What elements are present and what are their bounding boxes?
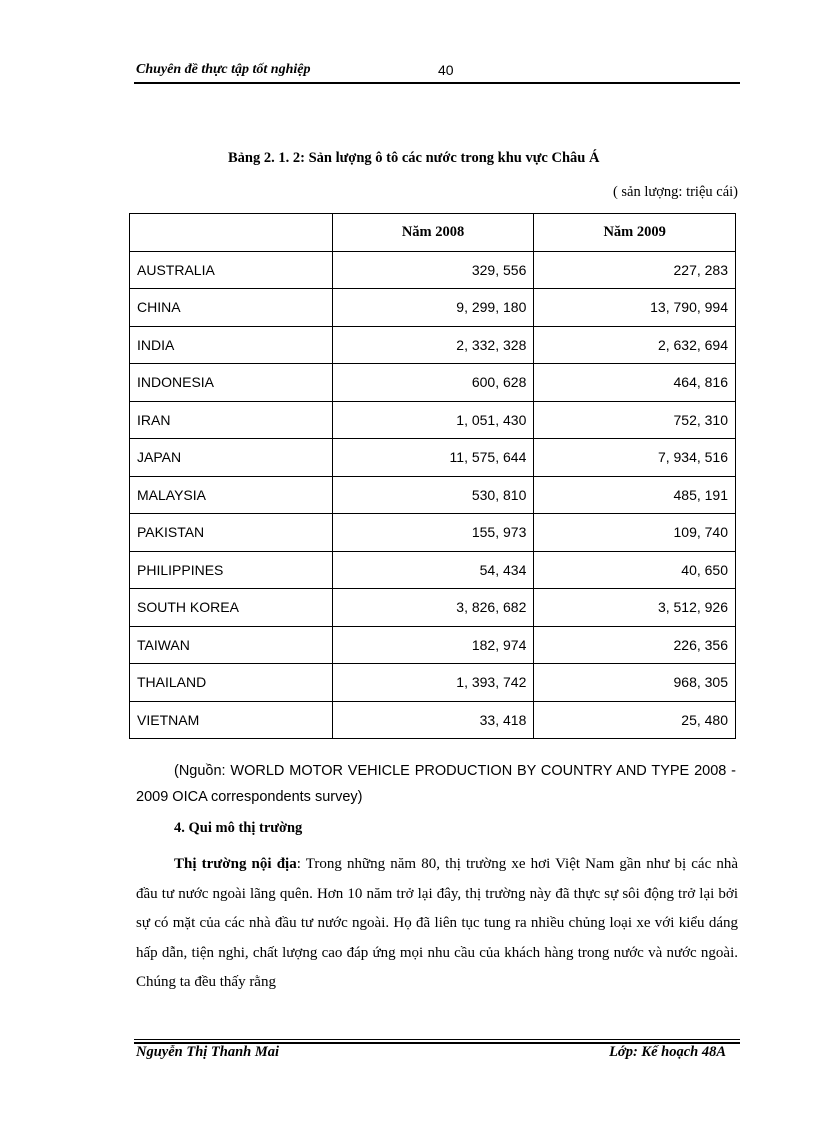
value-2008-cell: 329, 556	[332, 251, 534, 289]
section-heading: 4. Qui mô thị trường	[174, 820, 303, 836]
value-2008-cell: 54, 434	[332, 551, 534, 589]
value-2008-cell: 530, 810	[332, 476, 534, 514]
value-2009-cell: 227, 283	[534, 251, 736, 289]
footer-class: Lớp: Kế hoạch 48A	[609, 1044, 726, 1060]
table-row	[130, 701, 736, 739]
source-note	[136, 758, 736, 810]
value-2008-cell: 3, 826, 682	[332, 589, 534, 627]
value-2008-cell: 1, 051, 430	[332, 401, 534, 439]
table-row	[130, 251, 736, 289]
table-row	[130, 326, 736, 364]
country-cell: AUSTRALIA	[130, 251, 333, 289]
country-cell: VIETNAM	[130, 701, 333, 739]
value-2009-cell: 7, 934, 516	[534, 439, 736, 477]
table-row	[130, 476, 736, 514]
table-header-row	[130, 214, 736, 252]
table-row	[130, 514, 736, 552]
body-paragraph	[136, 850, 738, 998]
country-cell: CHINA	[130, 289, 333, 327]
value-2009-cell: 2, 632, 694	[534, 326, 736, 364]
value-2009-cell: 13, 790, 994	[534, 289, 736, 327]
value-2008-cell: 11, 575, 644	[332, 439, 534, 477]
page-number: 40	[438, 62, 454, 78]
footer-rule	[134, 1039, 740, 1040]
table-title: Bảng 2. 1. 2: Sản lượng ô tô các nước trong khu vực Châu Á	[228, 150, 600, 166]
header-title: Chuyên đề thực tập tốt nghiệp	[136, 62, 311, 77]
country-cell: MALAYSIA	[130, 476, 333, 514]
column-header	[130, 214, 333, 252]
source-text: (Nguồn: WORLD MOTOR VEHICLE PRODUCTION BY COUNTRY AND TYPE 2008 - 2009 OICA correspondents survey)	[136, 763, 736, 805]
value-2008-cell: 33, 418	[332, 701, 534, 739]
value-2009-cell: 226, 356	[534, 626, 736, 664]
country-cell: INDONESIA	[130, 364, 333, 402]
value-2009-cell: 25, 480	[534, 701, 736, 739]
column-header: Năm 2008	[332, 214, 534, 252]
table-row	[130, 551, 736, 589]
value-2008-cell: 182, 974	[332, 626, 534, 664]
country-cell: PAKISTAN	[130, 514, 333, 552]
value-2008-cell: 600, 628	[332, 364, 534, 402]
value-2008-cell: 2, 332, 328	[332, 326, 534, 364]
value-2008-cell: 9, 299, 180	[332, 289, 534, 327]
page-header	[134, 62, 740, 84]
country-cell: JAPAN	[130, 439, 333, 477]
value-2009-cell: 109, 740	[534, 514, 736, 552]
table-row	[130, 589, 736, 627]
table-row	[130, 364, 736, 402]
value-2009-cell: 40, 650	[534, 551, 736, 589]
paragraph-text: : Trong những năm 80, thị trường xe hơi Việt Nam gần như bị các nhà đầu tư nước ngoài lãng quên. Hơn 10 năm trở lại đây, thị trường này đã thực sự sôi động trở lại bởi sự có mặt của các nhà đầu tư nước ngoài. Họ đã liên tục tung ra nhiều chủng loại xe với kiểu dáng hấp dẫn, tiện nghi, chất lượng cao đáp ứng mọi nhu cầu của khách hàng trong nước và nước ngoài. Chúng ta đều thấy rằng	[136, 856, 739, 990]
value-2009-cell: 3, 512, 926	[534, 589, 736, 627]
table-row	[130, 664, 736, 702]
country-cell: IRAN	[130, 401, 333, 439]
value-2009-cell: 968, 305	[534, 664, 736, 702]
value-2009-cell: 485, 191	[534, 476, 736, 514]
column-header: Năm 2009	[534, 214, 736, 252]
table-row	[130, 439, 736, 477]
table-row	[130, 626, 736, 664]
country-cell: THAILAND	[130, 664, 333, 702]
value-2008-cell: 155, 973	[332, 514, 534, 552]
table-row	[130, 289, 736, 327]
production-table	[129, 213, 736, 739]
table-row	[130, 401, 736, 439]
country-cell: SOUTH KOREA	[130, 589, 333, 627]
country-cell: TAIWAN	[130, 626, 333, 664]
country-cell: INDIA	[130, 326, 333, 364]
value-2009-cell: 464, 816	[534, 364, 736, 402]
paragraph-lead: Thị trường nội địa	[174, 856, 297, 872]
value-2009-cell: 752, 310	[534, 401, 736, 439]
unit-note: ( sản lượng: triệu cái)	[612, 184, 738, 200]
footer-author: Nguyễn Thị Thanh Mai	[136, 1044, 280, 1060]
value-2008-cell: 1, 393, 742	[332, 664, 534, 702]
country-cell: PHILIPPINES	[130, 551, 333, 589]
